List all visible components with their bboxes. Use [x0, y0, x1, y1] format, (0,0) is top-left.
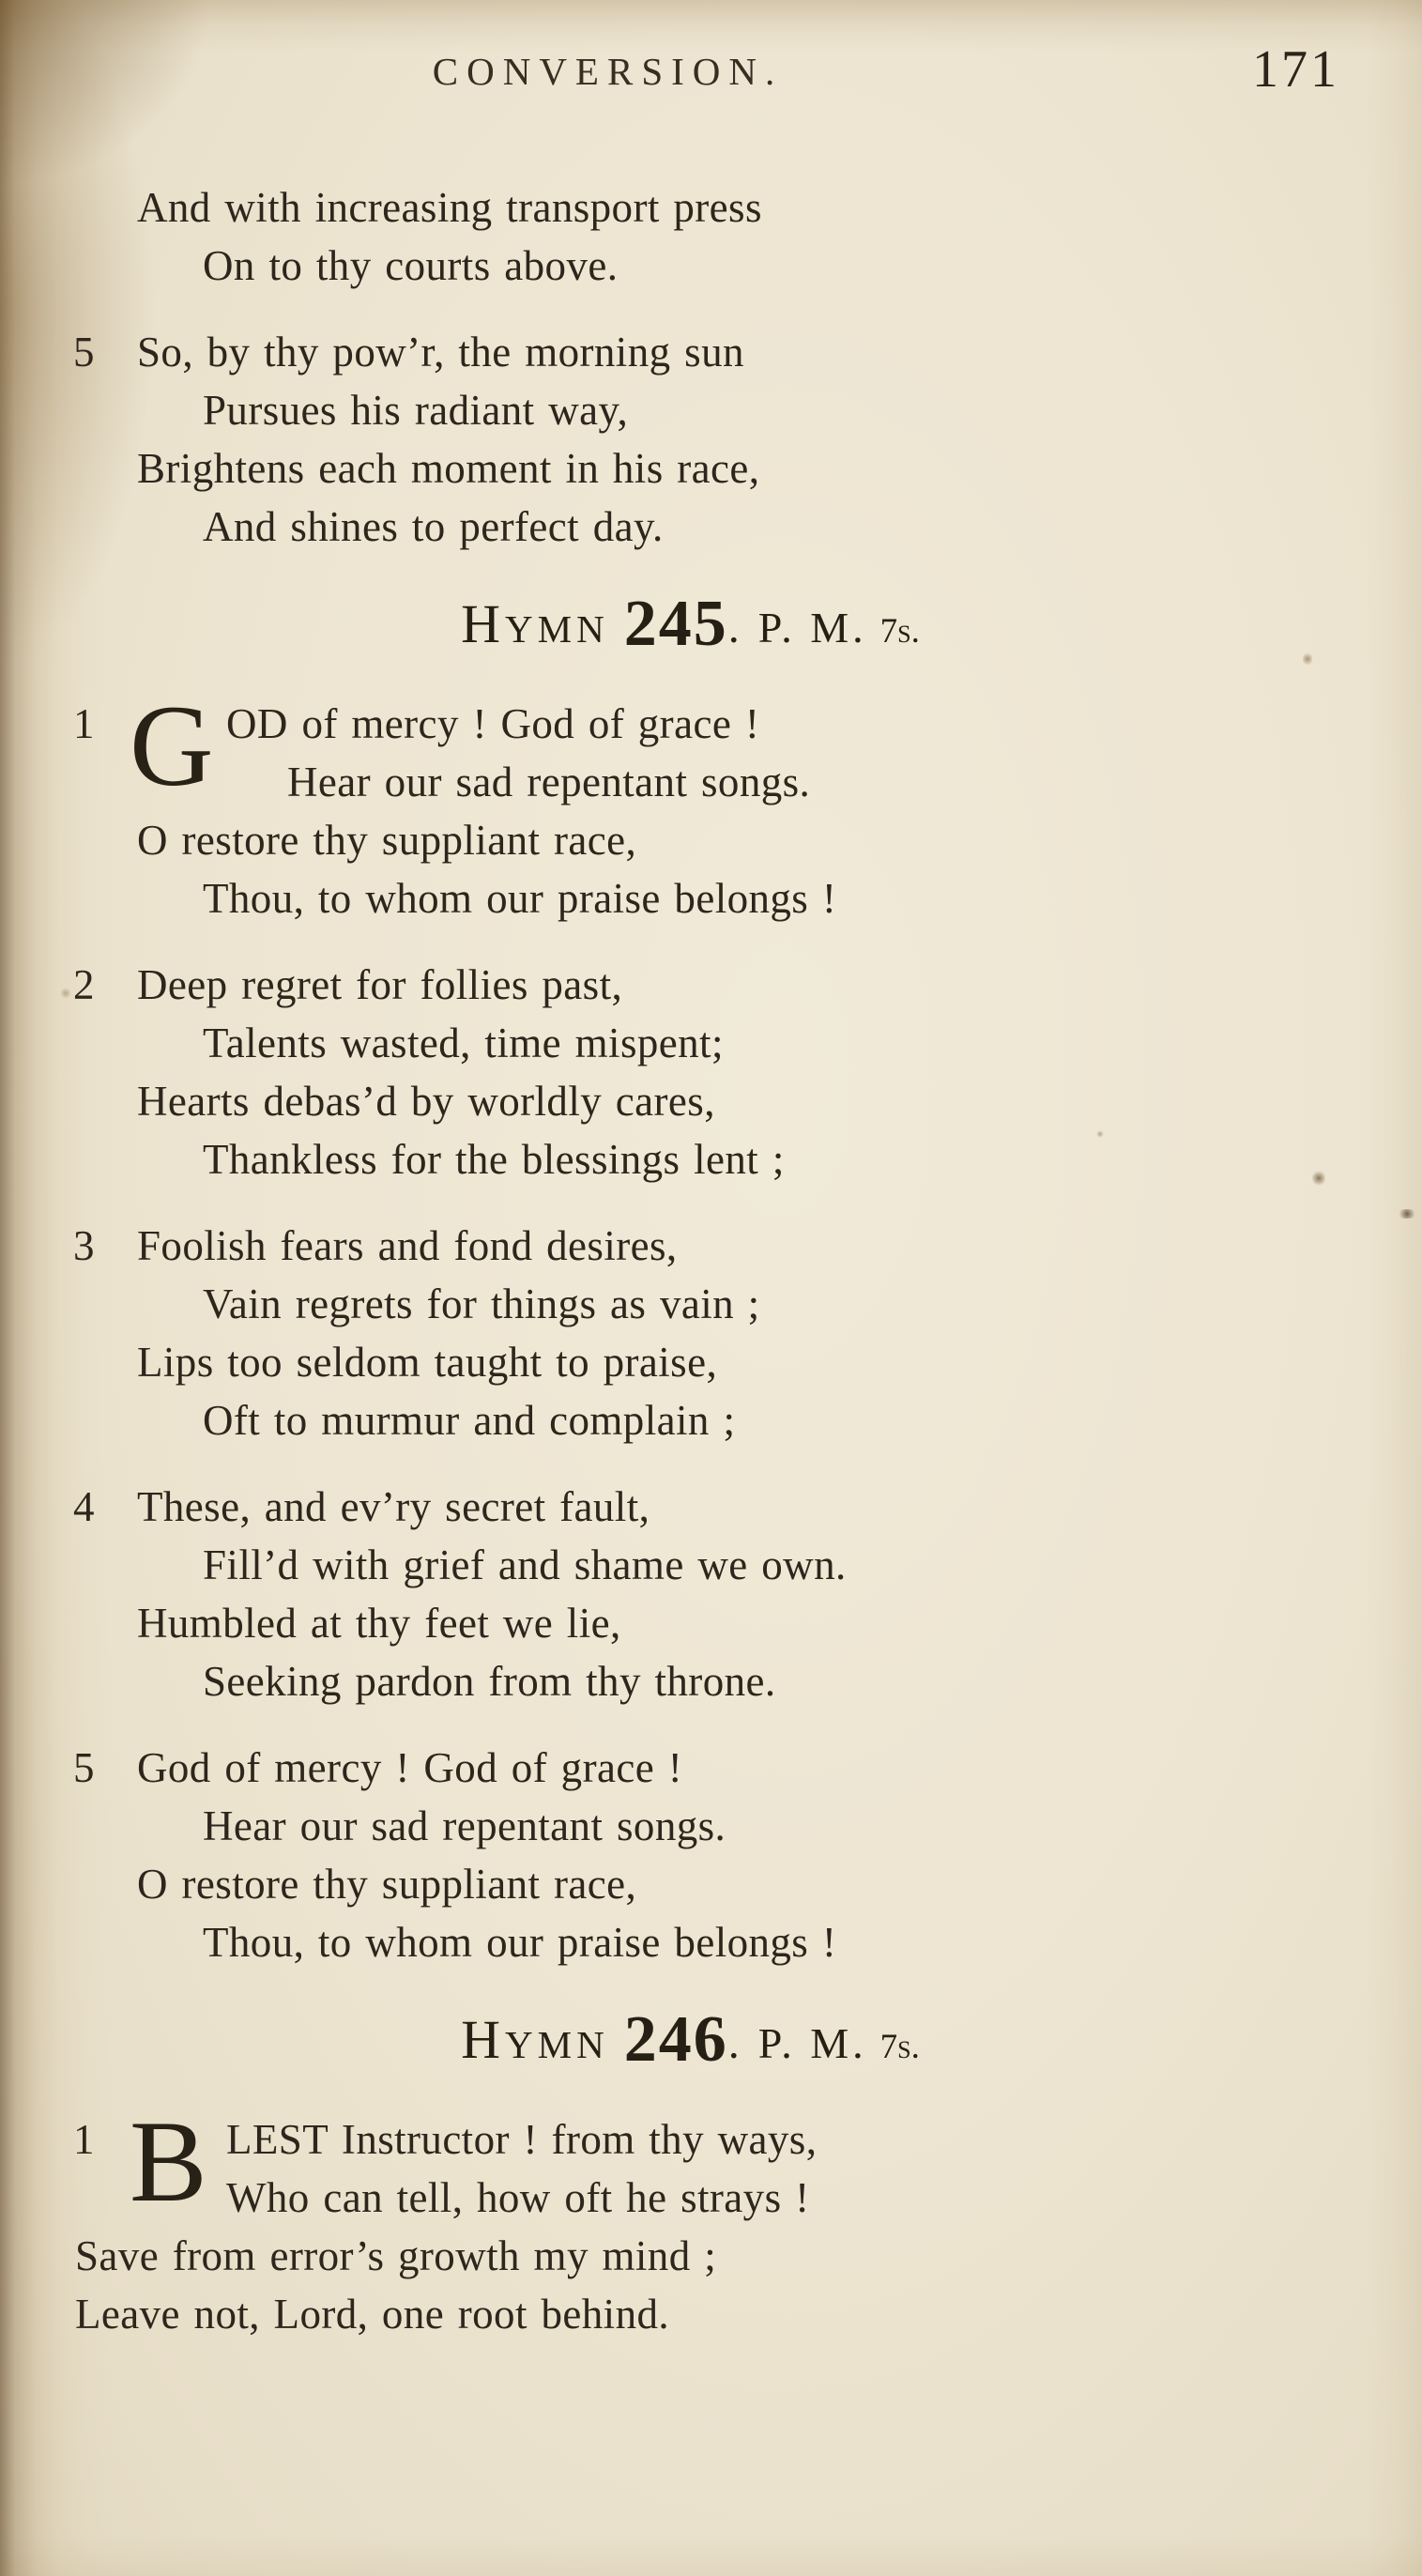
verse-line: Thankless for the blessings lent ;: [203, 1136, 785, 1183]
verse-line: Lips too seldom taught to praise,: [137, 1339, 718, 1386]
verse-line: O restore thy suppliant race,: [137, 817, 637, 864]
verse-line: Humbled at thy feet we lie,: [137, 1600, 621, 1647]
stanza: [73, 1739, 1356, 1971]
hymn-word: Hymn: [461, 593, 609, 654]
verse-line: Hearts debas’d by worldly cares,: [137, 1078, 715, 1125]
stanza: [137, 178, 1356, 295]
verse-line: Save from error’s growth my mind ;: [75, 2232, 717, 2279]
running-head: CONVERSION.: [432, 50, 784, 93]
stanza: [73, 323, 1356, 556]
verse-number: 4: [73, 1483, 95, 1530]
verse-line: Talents wasted, time mispent;: [203, 1020, 724, 1066]
hymn-number: 245: [623, 588, 728, 660]
verse-line: Hear our sad repentant songs.: [287, 759, 811, 805]
hymn-meter-sub: 7s.: [879, 2028, 920, 2066]
hymn-dot: .: [727, 603, 740, 652]
stanza: [73, 2097, 1356, 2343]
stanza: [73, 1478, 1356, 1710]
hymn-number: 246: [623, 2003, 728, 2076]
verse-line: OD of mercy ! God of grace !: [226, 700, 760, 747]
verse-number: 5: [73, 329, 95, 376]
verse-line: On to thy courts above.: [203, 242, 619, 289]
hymn-meter: P. M.: [757, 2019, 867, 2067]
page-header: [0, 0, 1422, 130]
verse-line: LEST Instructor ! from thy ways,: [226, 2116, 818, 2163]
verse-line: Who can tell, how oft he strays !: [226, 2174, 810, 2221]
stanza: [73, 682, 1356, 928]
verse-number: 5: [73, 1744, 95, 1791]
verse-line: And with increasing transport press: [137, 184, 762, 231]
verse-line: Thou, to whom our praise belongs !: [203, 1919, 837, 1966]
verse-line: Deep regret for follies past,: [137, 961, 623, 1008]
hymn-meter-sub: 7s.: [879, 612, 920, 651]
verse-line: And shines to perfect day.: [203, 503, 664, 550]
verse-line: God of mercy ! God of grace !: [137, 1744, 683, 1791]
verse-number: 2: [73, 961, 95, 1008]
hymn-dot: .: [727, 2018, 740, 2068]
stanza: [73, 956, 1356, 1188]
verse-line: Leave not, Lord, one root behind.: [75, 2291, 670, 2338]
page-number: 171: [1252, 40, 1339, 99]
verse-line: Vain regrets for things as vain ;: [203, 1280, 760, 1327]
verse-number: 1: [73, 700, 95, 747]
verse-line: Hear our sad repentant songs.: [203, 1802, 726, 1849]
hymn-word: Hymn: [461, 2009, 609, 2070]
verse-line: O restore thy suppliant race,: [137, 1861, 637, 1908]
verse-line: Foolish fears and fond desires,: [137, 1222, 678, 1269]
hymn-heading: [24, 584, 1356, 659]
verse-line: These, and ev’ry secret fault,: [137, 1483, 650, 1530]
drop-cap: G: [130, 682, 214, 810]
verse-line: Thou, to whom our praise belongs !: [203, 875, 837, 922]
verse-number: 3: [73, 1222, 95, 1269]
verse-line: Fill’d with grief and shame we own.: [203, 1541, 847, 1588]
drop-cap: B: [130, 2097, 207, 2226]
verse-line: Pursues his radiant way,: [203, 387, 629, 434]
hymn-meter: P. M.: [757, 604, 867, 652]
verse-line: Oft to murmur and complain ;: [203, 1397, 736, 1444]
verse-line: So, by thy pow’r, the morning sun: [137, 329, 744, 376]
verse-line: Seeking pardon from thy throne.: [203, 1658, 776, 1705]
verse-number: 1: [73, 2116, 95, 2163]
verse-line: Brightens each moment in his race,: [137, 445, 760, 492]
stanza: [73, 1217, 1356, 1449]
page-content: [0, 178, 1422, 2343]
hymn-heading: [24, 2000, 1356, 2075]
